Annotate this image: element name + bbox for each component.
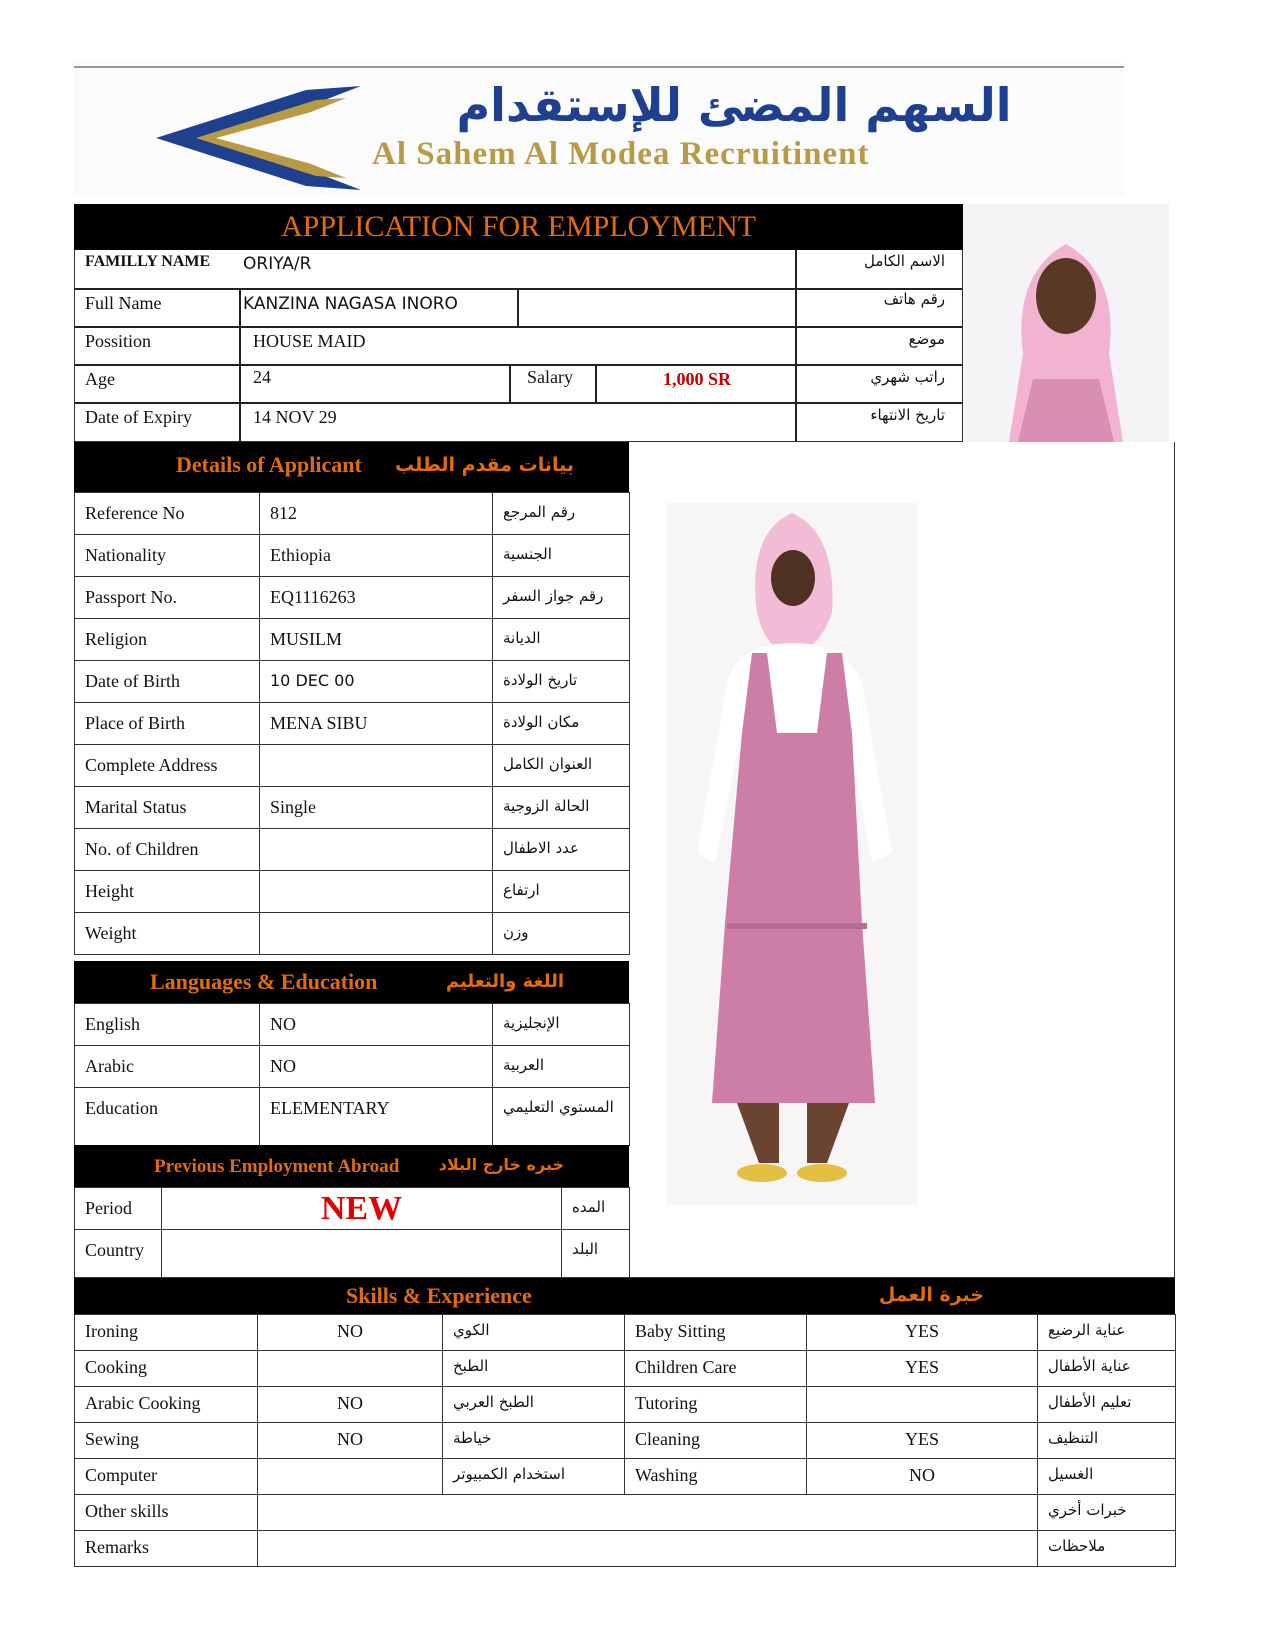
salary-ar: راتب شهري	[870, 368, 945, 386]
family-name-label: FAMILLY NAME	[85, 253, 211, 270]
table-row	[75, 577, 630, 619]
row-arabic-label: العربية	[493, 1046, 630, 1088]
form-title-bar	[74, 204, 963, 250]
row-arabic-label: المستوي التعليمي	[493, 1088, 630, 1146]
skill-value: NO	[258, 1387, 443, 1423]
skill-arabic-label: خياطة	[443, 1423, 625, 1459]
position-value: HOUSE MAID	[253, 331, 366, 351]
skill-value: NO	[258, 1315, 443, 1351]
row-value: EQ1116263	[260, 577, 493, 619]
previous-table	[74, 1187, 630, 1278]
banner-top-rule	[74, 66, 1124, 68]
portrait-photo-image	[963, 204, 1169, 442]
skill-arabic-label: التنظيف	[1038, 1423, 1176, 1459]
row-value: MUSILM	[260, 619, 493, 661]
skill-value: NO	[258, 1423, 443, 1459]
row-label: Reference No	[75, 493, 260, 535]
table-row	[75, 1088, 630, 1146]
row-value	[260, 913, 493, 955]
row-value: MENA SIBU	[260, 703, 493, 745]
skill-value	[258, 1351, 443, 1387]
row-arabic-label: الحالة الزوجية	[493, 787, 630, 829]
skill-label: Sewing	[75, 1423, 258, 1459]
other-skills-value	[258, 1495, 1038, 1531]
country-ar: البلد	[562, 1230, 630, 1278]
row-value: Single	[260, 787, 493, 829]
expiry-label: Date of Expiry	[85, 407, 192, 427]
skill-arabic-label: عناية الأطفال	[1038, 1351, 1176, 1387]
other-skills-arabic-label: خبرات أخري	[1038, 1495, 1176, 1531]
table-row	[75, 1004, 630, 1046]
row-label: Passport No.	[75, 577, 260, 619]
table-row	[75, 913, 630, 955]
portrait-photo	[963, 204, 1169, 442]
table-row	[75, 871, 630, 913]
age-value: 24	[253, 367, 271, 387]
row-label: Marital Status	[75, 787, 260, 829]
arrow-logo-icon	[156, 78, 386, 198]
table-row	[75, 787, 630, 829]
period-ar: المده	[562, 1188, 630, 1230]
remarks-row	[75, 1531, 1176, 1567]
skill-arabic-label: الطبخ العربي	[443, 1387, 625, 1423]
table-row	[75, 1046, 630, 1088]
full-body-photo-image	[667, 503, 917, 1205]
row-arabic-label: ارتفاع	[493, 871, 630, 913]
age-label: Age	[85, 369, 115, 389]
skill-value: YES	[807, 1351, 1038, 1387]
details-table	[74, 492, 630, 955]
skills-header	[74, 1278, 1175, 1314]
row-arabic-label: مكان الولادة	[493, 703, 630, 745]
row-arabic-label: الديانة	[493, 619, 630, 661]
skills-table	[74, 1314, 1176, 1567]
row-label: Education	[75, 1088, 260, 1146]
row-arabic-label: الإنجليزية	[493, 1004, 630, 1046]
row-arabic-label: تاريخ الولادة	[493, 661, 630, 703]
table-row	[75, 703, 630, 745]
table-row	[75, 745, 630, 787]
position-label: Possition	[85, 331, 152, 351]
family-name-value: ORIYA/R	[243, 254, 312, 274]
logo-english-name: Al Sahem Al Modea Recruitinent	[372, 136, 870, 172]
position-ar: موضع	[908, 330, 945, 348]
skill-arabic-label: الطبخ	[443, 1351, 625, 1387]
row-arabic-label: عدد الاطفال	[493, 829, 630, 871]
table-row	[75, 493, 630, 535]
skills-title-en: Skills & Experience	[346, 1283, 532, 1308]
row-value: ELEMENTARY	[260, 1088, 493, 1146]
skill-label: Washing	[625, 1459, 807, 1495]
other-skills-row	[75, 1495, 1176, 1531]
row-label: Complete Address	[75, 745, 260, 787]
table-row	[75, 1459, 1176, 1495]
top-fields	[74, 250, 963, 442]
skill-arabic-label: الغسيل	[1038, 1459, 1176, 1495]
row-value	[260, 745, 493, 787]
row-label: English	[75, 1004, 260, 1046]
skill-label: Cooking	[75, 1351, 258, 1387]
other-skills-label: Other skills	[75, 1495, 258, 1531]
table-row	[75, 1315, 1176, 1351]
row-arabic-label: رقم جواز السفر	[493, 577, 630, 619]
country-label: Country	[75, 1230, 162, 1278]
row-value: 812	[260, 493, 493, 535]
row-value	[260, 871, 493, 913]
logo-banner	[74, 62, 1124, 196]
details-title-ar: بيانات مقدم الطلب	[395, 454, 574, 476]
row-label: No. of Children	[75, 829, 260, 871]
skill-label: Children Care	[625, 1351, 807, 1387]
skill-arabic-label: الكوي	[443, 1315, 625, 1351]
skill-label: Tutoring	[625, 1387, 807, 1423]
country-value	[162, 1230, 562, 1278]
details-header	[74, 442, 629, 492]
skill-value: YES	[807, 1423, 1038, 1459]
expiry-ar: تاريخ الانتهاء	[870, 406, 945, 424]
skill-arabic-label: تعليم الأطفال	[1038, 1387, 1176, 1423]
row-label: Arabic	[75, 1046, 260, 1088]
row-arabic-label: العنوان الكامل	[493, 745, 630, 787]
table-row	[75, 1351, 1176, 1387]
skill-label: Computer	[75, 1459, 258, 1495]
skill-value: NO	[807, 1459, 1038, 1495]
remarks-label: Remarks	[75, 1531, 258, 1567]
languages-table	[74, 1003, 630, 1146]
row-label: Nationality	[75, 535, 260, 577]
row-arabic-label: رقم المرجع	[493, 493, 630, 535]
previous-title-ar: خبره خارج البلاد	[438, 1155, 564, 1174]
row-arabic-label: الجنسية	[493, 535, 630, 577]
table-row	[75, 619, 630, 661]
row-value	[260, 829, 493, 871]
languages-header	[74, 961, 629, 1003]
table-row	[75, 1387, 1176, 1423]
skill-label: Ironing	[75, 1315, 258, 1351]
full-body-photo	[667, 503, 917, 1205]
row-label: Religion	[75, 619, 260, 661]
skill-label: Arabic Cooking	[75, 1387, 258, 1423]
table-row	[75, 535, 630, 577]
row-value: 10 DEC 00	[260, 661, 493, 703]
remarks-value	[258, 1531, 1038, 1567]
skill-value: YES	[807, 1315, 1038, 1351]
skill-value	[258, 1459, 443, 1495]
salary-label: Salary	[527, 367, 573, 387]
languages-title-en: Languages & Education	[150, 969, 378, 994]
table-row	[75, 1423, 1176, 1459]
skills-title-ar: خبرة العمل	[878, 1284, 984, 1306]
period-label: Period	[75, 1188, 162, 1230]
row-label: Date of Birth	[75, 661, 260, 703]
family-name-ar: الاسم الكامل	[863, 252, 945, 270]
full-name-label: Full Name	[85, 293, 162, 313]
skill-arabic-label: عناية الرضيع	[1038, 1315, 1176, 1351]
previous-title-en: Previous Employment Abroad	[154, 1156, 400, 1177]
full-name-value: KANZINA NAGASA INORO	[243, 294, 458, 314]
row-arabic-label: وزن	[493, 913, 630, 955]
table-row	[75, 661, 630, 703]
full-name-ar: رقم هاتف	[883, 290, 945, 308]
row-label: Height	[75, 871, 260, 913]
form-title: APPLICATION FOR EMPLOYMENT	[280, 210, 757, 243]
skill-label: Baby Sitting	[625, 1315, 807, 1351]
row-value: Ethiopia	[260, 535, 493, 577]
period-value: NEW	[162, 1188, 562, 1230]
row-label: Weight	[75, 913, 260, 955]
skill-label: Cleaning	[625, 1423, 807, 1459]
skill-value	[807, 1387, 1038, 1423]
skill-arabic-label: استخدام الكمبيوتر	[443, 1459, 625, 1495]
previous-header	[74, 1145, 629, 1187]
logo-arabic-name: السهم المضئ للإستقدام	[456, 78, 1012, 132]
row-value: NO	[260, 1046, 493, 1088]
details-title-en: Details of Applicant	[176, 452, 362, 477]
salary-value: 1,000 SR	[662, 369, 731, 389]
expiry-value: 14 NOV 29	[253, 407, 337, 427]
table-row	[75, 829, 630, 871]
row-label: Place of Birth	[75, 703, 260, 745]
row-value: NO	[260, 1004, 493, 1046]
remarks-arabic-label: ملاحظات	[1038, 1531, 1176, 1567]
languages-title-ar: اللغة والتعليم	[445, 971, 564, 992]
